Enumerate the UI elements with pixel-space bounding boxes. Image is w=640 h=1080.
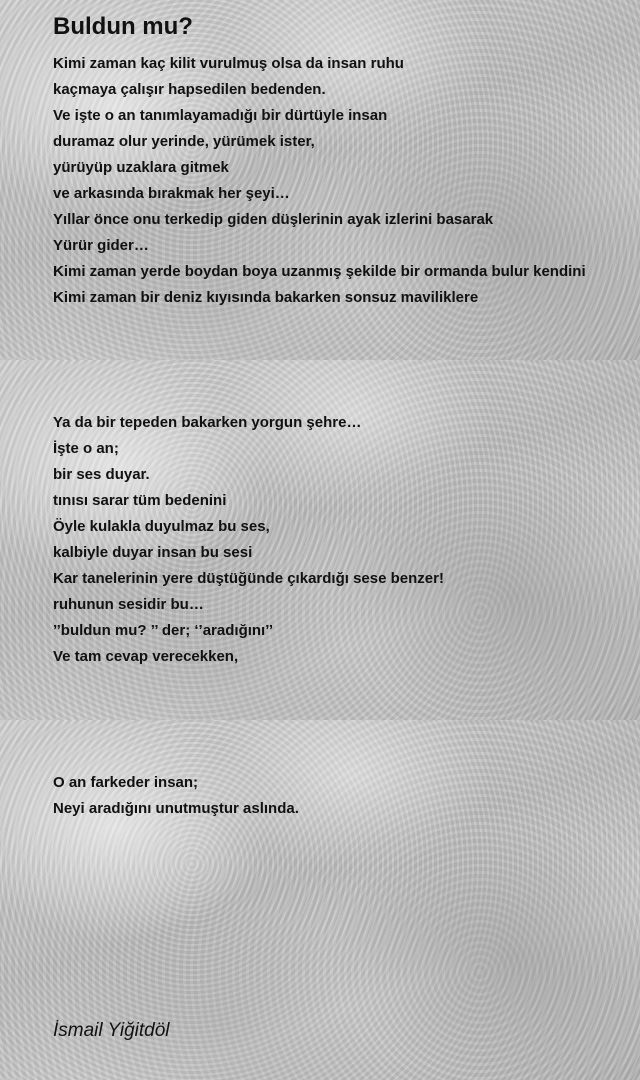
poem-stanza-3 [53, 770, 299, 822]
poem-line: kaçmaya çalışır hapsedilen bedenden. [53, 81, 326, 98]
poem-line: ve arkasında bırakmak her şeyi… [53, 185, 290, 202]
poem-panel-2 [0, 360, 640, 720]
poem-line: Ve işte o an tanımlayamadığı bir dürtüyle insan [53, 107, 388, 124]
poem-line: Yürür gider… [53, 237, 149, 254]
poem-line: O an farkeder insan; [53, 774, 199, 791]
poem-line: Kimi zaman yerde boydan boya uzanmış şekilde bir ormanda bulur kendini [53, 263, 586, 280]
poem-line: Yıllar önce onu terkedip giden düşlerinin ayak izlerini basarak [53, 211, 494, 228]
poem-line: kalbiyle duyar insan bu sesi [53, 544, 253, 561]
poem-line: duramaz olur yerinde, yürümek ister, [53, 133, 315, 150]
poem-author: İsmail Yiğitdöl [53, 1020, 170, 1041]
poem-line: İşte o an; [53, 440, 119, 457]
poem-line: tınısı sarar tüm bedenini [53, 492, 227, 509]
poem-line: ’’buldun mu? ’’ der; ‘’aradığını’’ [53, 622, 274, 639]
poem-title: Buldun mu? [53, 13, 193, 40]
poem-line: bir ses duyar. [53, 466, 150, 483]
poem-line: Ya da bir tepeden bakarken yorgun şehre… [53, 414, 362, 431]
poem-stanza-2 [53, 410, 444, 670]
poem-line: Kimi zaman kaç kilit vurulmuş olsa da insan ruhu [53, 55, 404, 72]
poem-line: ruhunun sesidir bu… [53, 596, 204, 613]
poem-line: Kimi zaman bir deniz kıyısında bakarken sonsuz maviliklere [53, 289, 479, 306]
poem-panel-3 [0, 720, 640, 1080]
poem-line: Ve tam cevap verecekken, [53, 648, 239, 665]
poem-stanza-1 [53, 51, 586, 311]
poem-line: yürüyüp uzaklara gitmek [53, 159, 229, 176]
poem-panel-1 [0, 0, 640, 360]
poem-line: Kar tanelerinin yere düştüğünde çıkardığı sese benzer! [53, 570, 444, 587]
poem-line: Öyle kulakla duyulmaz bu ses, [53, 518, 270, 535]
poem-line: Neyi aradığını unutmuştur aslında. [53, 800, 299, 817]
